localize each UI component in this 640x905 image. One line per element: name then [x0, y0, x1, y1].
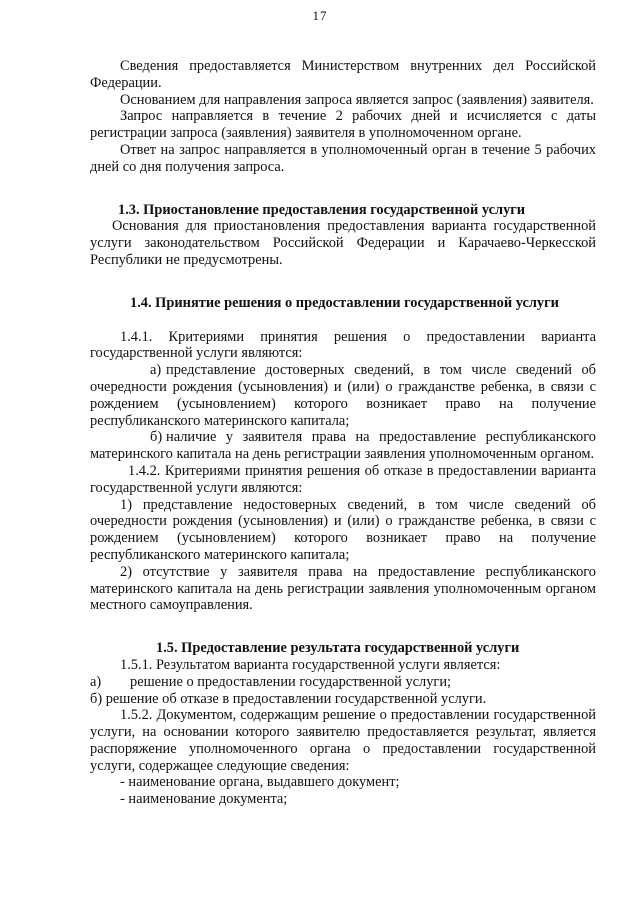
- paragraph-1-4-2: 1.4.2. Критериями принятия решения об отказе в предоставлении варианта государственной услуги являются:: [90, 462, 596, 496]
- list-marker: б): [150, 429, 163, 446]
- list-marker: а): [150, 362, 162, 379]
- list-item-1-4-1-b: [90, 429, 596, 463]
- list-item-1-4-1-a: [90, 362, 596, 429]
- dash-item-document-name: - наименование документа;: [120, 791, 288, 808]
- section-1-3-heading: 1.3. Приостановление предоставления государственной услуги: [118, 201, 526, 218]
- section-1-4-heading: 1.4. Принятие решения о предоставлении государственной услуги: [130, 294, 559, 311]
- dash-item-organ-name: - наименование органа, выдавшего документ;: [120, 774, 400, 791]
- paragraph-request-basis: Основанием для направления запроса является запрос (заявления) заявителя.: [120, 91, 594, 108]
- section-1-5-heading: 1.5. Предоставление результата государственной услуги: [156, 640, 520, 657]
- list-item-1-5-1-b: б) решение об отказе в предоставлении государственной услуги.: [90, 690, 487, 707]
- paragraph-1-5-2: 1.5.2. Документом, содержащим решение о предоставлении государственной услуги, на основании которого заявителю предоставляется результат, является распоряжение уполномоченного органа о предоставлении государственной услуги, содержащее следующие сведения:: [90, 707, 596, 774]
- list-item-text: представление достоверных сведений, в том числе сведений об очередности рождения (усыновления) и (или) о гражданстве ребенка, в связи с рождением (усыновлением) которого возникает право на получение республиканского материнского капитала;: [90, 362, 596, 429]
- paragraph-1-4-1: 1.4.1. Критериями принятия решения о предоставлении варианта государственной услуги являются:: [90, 328, 596, 362]
- list-item-1-4-2-1: 1) представление недостоверных сведений, в том числе сведений об очередности рождения (усыновления) и (или) о гражданстве ребенка, в связи с рождением (усыновлением) которого возникает право на получение республиканского материнского капитала;: [90, 496, 596, 563]
- list-item-text: решение о предоставлении государственной услуги;: [130, 673, 452, 690]
- list-marker: а): [90, 673, 102, 690]
- section-1-3-text: Основания для приостановления предоставления варианта государственной услуги законодательством Российской Федерации и Карачаево-Черкесской Республики не предусмотрены.: [90, 218, 596, 268]
- paragraph-mvd-info: Сведения предоставляется Министерством внутренних дел Российской Федерации.: [90, 58, 596, 91]
- list-item-1-4-2-2: 2) отсутствие у заявителя права на предоставление республиканского материнского капитала на день регистрации заявления уполномоченным органом местного самоуправления.: [90, 563, 596, 614]
- page-number: 17: [312, 8, 328, 23]
- paragraph-response-timing: Ответ на запрос направляется в уполномоченный орган в течение 5 рабочих дней со дня получения запроса.: [90, 141, 596, 175]
- paragraph-1-5-1: 1.5.1. Результатом варианта государственной услуги является:: [120, 656, 501, 673]
- document-body: [90, 58, 596, 808]
- list-item-1-5-1-a: [90, 674, 596, 691]
- list-item-text: наличие у заявителя права на предоставление республиканского материнского капитала на день регистрации заявления уполномоченным органом.: [90, 429, 596, 463]
- paragraph-request-timing: Запрос направляется в течение 2 рабочих дней и исчисляется с даты регистрации запроса (заявления) заявителя в уполномоченном органе.: [90, 108, 596, 142]
